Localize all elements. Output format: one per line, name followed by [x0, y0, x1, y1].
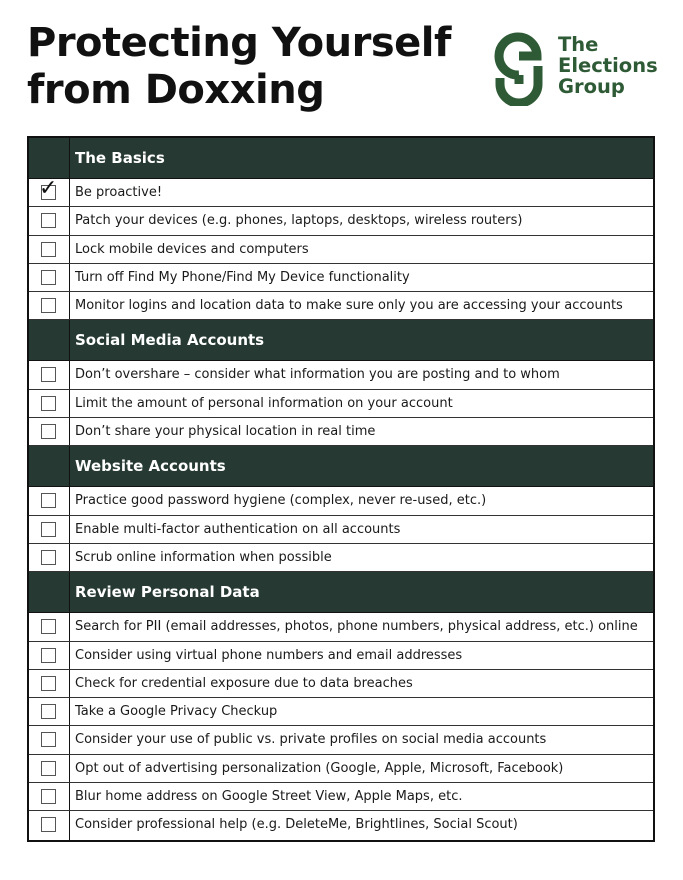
checklist-section [29, 446, 653, 572]
checklist-item-label: Consider using virtual phone numbers and email addresses [75, 647, 463, 663]
checklist-section [29, 138, 653, 320]
checklist-item [29, 418, 653, 446]
page-title [27, 20, 451, 114]
section-header-blank-cell [29, 138, 70, 178]
checkbox[interactable] [41, 789, 56, 804]
checklist-item [29, 783, 653, 811]
elections-group-logo [492, 26, 662, 106]
checklist-item [29, 642, 653, 670]
checkbox[interactable] [41, 817, 56, 832]
section-header [29, 138, 653, 179]
checklist-item-label: Don’t overshare – consider what information you are posting and to whom [75, 367, 560, 383]
checkbox-cell [29, 207, 70, 234]
doxxing-checklist [27, 136, 655, 842]
checklist-item-label: Opt out of advertising personalization (Google, Apple, Microsoft, Facebook) [75, 760, 564, 776]
checklist-item [29, 390, 653, 418]
checklist-item-label: Scrub online information when possible [75, 549, 332, 565]
checkbox[interactable] [41, 270, 56, 285]
checkbox[interactable] [41, 493, 56, 508]
checklist-item-label: Be proactive! [75, 185, 163, 200]
checklist-item-label: Practice good password hygiene (complex, never re-used, etc.) [75, 493, 487, 509]
section-header-blank-cell [29, 320, 70, 360]
checkbox-cell [29, 516, 70, 543]
logo-wordmark [558, 34, 658, 97]
checkbox[interactable] [41, 367, 56, 382]
checklist-item [29, 516, 653, 544]
checklist-section [29, 320, 653, 446]
section-header-blank-cell [29, 446, 70, 486]
checklist-item-label: Take a Google Privacy Checkup [75, 704, 278, 720]
checkbox-cell [29, 292, 70, 319]
checkbox[interactable] [41, 761, 56, 776]
checklist-item-label: Search for PII (email addresses, photos, phone numbers, physical address, etc.) online [75, 619, 638, 635]
checklist-item [29, 613, 653, 641]
checkbox-cell [29, 487, 70, 514]
checkbox-cell [29, 811, 70, 839]
checkbox-cell [29, 176, 70, 206]
checkbox-cell [29, 726, 70, 753]
checklist-item [29, 698, 653, 726]
checklist-item [29, 726, 653, 754]
checkbox[interactable] [41, 704, 56, 719]
checklist-item [29, 487, 653, 515]
checklist-item-label: Patch your devices (e.g. phones, laptops, desktops, wireless routers) [75, 213, 523, 229]
checklist-item-label: Enable multi-factor authentication on all accounts [75, 521, 401, 537]
checklist-item [29, 292, 653, 320]
checklist-item [29, 670, 653, 698]
checklist-item [29, 236, 653, 264]
checklist-item [29, 544, 653, 572]
checkbox-cell [29, 783, 70, 810]
checkbox-cell [29, 544, 70, 571]
checkbox-cell [29, 264, 70, 291]
checklist-item-label: Consider your use of public vs. private profiles on social media accounts [75, 732, 547, 748]
checkbox-cell [29, 236, 70, 263]
section-title: Social Media Accounts [75, 331, 265, 350]
elections-group-logo-icon [492, 26, 548, 106]
logo-word-the: The [558, 33, 599, 56]
checklist-item-label: Monitor logins and location data to make sure only you are accessing your accounts [75, 298, 623, 314]
section-header [29, 320, 653, 361]
checkbox[interactable] [41, 298, 56, 313]
checkbox[interactable] [41, 550, 56, 565]
checklist-item-label: Don’t share your physical location in real time [75, 424, 376, 440]
section-header-blank-cell [29, 572, 70, 612]
checkbox-cell [29, 755, 70, 782]
checklist-item [29, 361, 653, 389]
checkbox-cell [29, 361, 70, 388]
checklist-item [29, 264, 653, 292]
checklist-item-label: Limit the amount of personal information on your account [75, 395, 453, 411]
checkbox[interactable] [41, 619, 56, 634]
logo-word-group: Group [558, 75, 625, 98]
checkbox-cell [29, 390, 70, 417]
checklist-item [29, 176, 653, 207]
checkbox[interactable] [41, 242, 56, 257]
logo-word-elections: Elections [558, 54, 658, 77]
checklist-item-label: Check for credential exposure due to data breaches [75, 675, 413, 691]
checkbox[interactable] [41, 424, 56, 439]
checklist-item-label: Lock mobile devices and computers [75, 241, 309, 257]
checklist-section [29, 572, 653, 839]
checkbox-cell [29, 670, 70, 697]
section-title: Website Accounts [75, 457, 226, 476]
checkbox[interactable] [41, 648, 56, 663]
checkbox[interactable] [41, 396, 56, 411]
checkbox[interactable] [39, 176, 58, 201]
section-title: Review Personal Data [75, 583, 260, 602]
checklist-item-label: Turn off Find My Phone/Find My Device functionality [75, 269, 410, 285]
checkbox[interactable] [41, 522, 56, 537]
checklist-item [29, 755, 653, 783]
checklist-item-label: Blur home address on Google Street View, Apple Maps, etc. [75, 789, 463, 805]
page-title-line-2: from Doxxing [27, 67, 325, 113]
checkbox[interactable] [41, 732, 56, 747]
section-header [29, 572, 653, 613]
checkbox-cell [29, 613, 70, 640]
checklist-item-label: Consider professional help (e.g. DeleteMe, Brightlines, Social Scout) [75, 817, 518, 833]
checkmark-icon: ✓ [39, 176, 58, 201]
section-title: The Basics [75, 149, 165, 167]
checkbox-cell [29, 642, 70, 669]
checkbox[interactable] [41, 676, 56, 691]
checkbox[interactable] [41, 213, 56, 228]
checkbox-cell [29, 418, 70, 445]
checklist-item [29, 207, 653, 235]
checklist-item [29, 811, 653, 839]
page-title-line-1: Protecting Yourself [27, 20, 451, 66]
section-header [29, 446, 653, 487]
checkbox-cell [29, 698, 70, 725]
